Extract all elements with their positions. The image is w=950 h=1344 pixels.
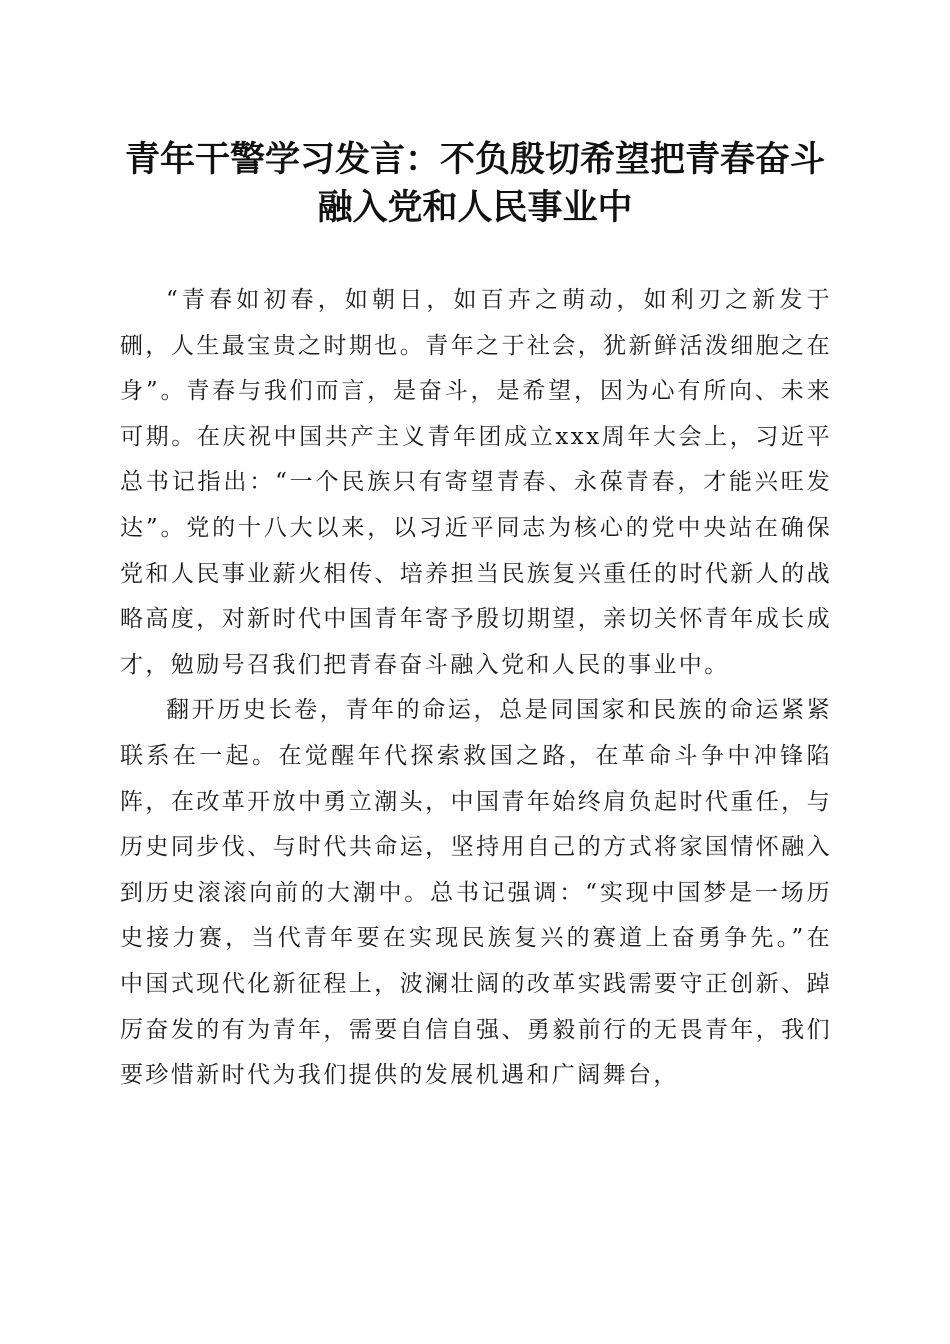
paragraph-1: “青春如初春，如朝日，如百卉之萌动，如利刃之新发于硎，人生最宝贵之时期也。青年之于社会，犹新鲜活泼细胞之在身”。青春与我们而言，是奋斗，是希望，因为心有所向、未来可期。在庆祝中国共产主义青年团成立xxx周年大会上，习近平总书记指出：“一个民族只有寄望青春、永葆青春，才能兴旺发达”。党的十八大以来，以习近平同志为核心的党中央站在确保党和人民事业薪火相传、培养担当民族复兴重任的时代新人的战略高度，对新时代中国青年寄予殷切期望，亲切关怀青年成长成才，勉励号召我们把青春奋斗融入党和人民的事业中。 xyxy=(120,287,832,678)
document-title xyxy=(100,136,850,232)
title-line-2: 融入党和人民事业中 xyxy=(317,187,633,228)
document-body xyxy=(120,278,832,1099)
paragraph-2: 翻开历史长卷，青年的命运，总是同国家和民族的命运紧紧联系在一起。在觉醒年代探索救国之路，在革命斗争中冲锋陷阵，在改革开放中勇立潮头，中国青年始终肩负起时代重任，与历史同步伐、与时代共命运，坚持用自己的方式将家国情怀融入到历史滚滚向前的大潮中。总书记强调：“实现中国梦是一场历史接力赛，当代青年要在实现民族复兴的赛道上奋勇争先。”在中国式现代化新征程上，波澜壮阔的改革实践需要守正创新、踔厉奋发的有为青年，需要自信自强、勇毅前行的无畏青年，我们要珍惜新时代为我们提供的发展机遇和广阔舞台， xyxy=(120,697,832,1089)
title-line-1: 青年干警学习发言：不负殷切希望把青春奋斗 xyxy=(124,139,825,180)
